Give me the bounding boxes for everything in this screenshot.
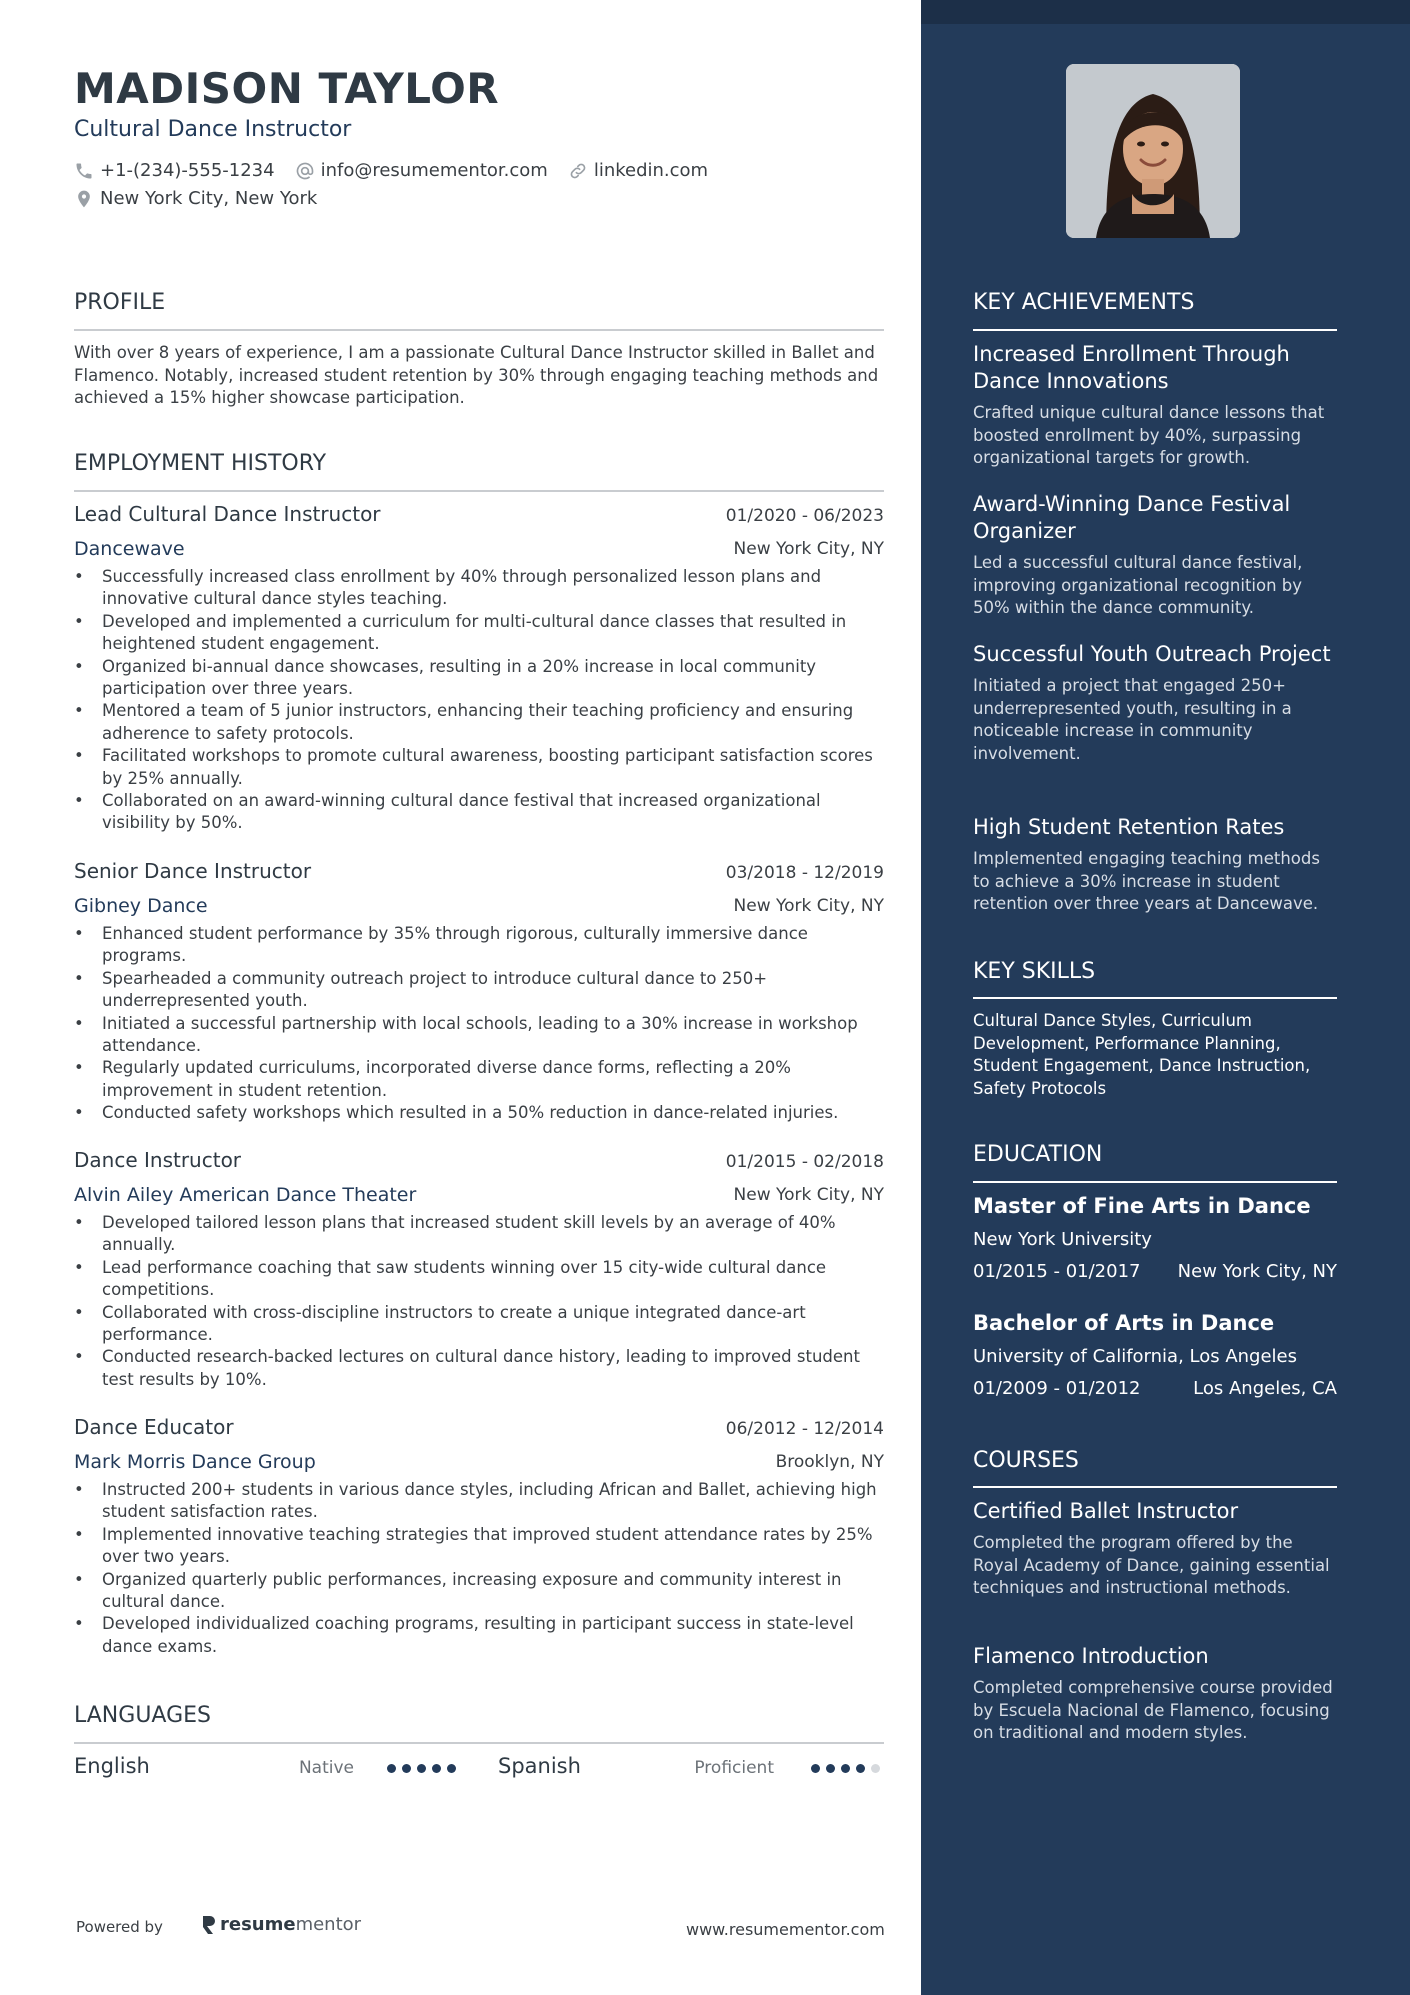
- job-bullet: • Lead performance coaching that saw students winning over 15 city-wide cultural dance competitions.: [102, 1257, 884, 1302]
- linkedin-link[interactable]: linkedin.com: [593, 160, 709, 181]
- candidate-title: Cultural Dance Instructor: [74, 117, 352, 142]
- job-bullet: • Developed and implemented a curriculum for multi-cultural dance classes that resulted in heightened student engagement.: [102, 611, 884, 656]
- candidate-name: MADISON TAYLOR: [74, 64, 500, 113]
- job-bullet: • Instructed 200+ students in various dance styles, including African and Ballet, achieving high student satisfaction rates.: [102, 1479, 884, 1524]
- footer-logo[interactable]: [200, 1914, 361, 1935]
- skills-heading: KEY SKILLS: [973, 959, 1096, 984]
- job-bullet: • Organized bi-annual dance showcases, resulting in a 20% increase in local community participation over three years.: [102, 656, 884, 701]
- employment-divider: [74, 490, 884, 492]
- contact-email: [295, 160, 548, 181]
- job-bullets: [74, 1479, 884, 1658]
- profile-divider: [74, 329, 884, 331]
- job-company: Alvin Ailey American Dance Theater: [74, 1184, 417, 1206]
- job-role: Dance Educator: [74, 1415, 234, 1439]
- location-text: New York City, New York: [100, 188, 318, 209]
- job-bullet: • Enhanced student performance by 35% through rigorous, culturally immersive dance programs.: [102, 923, 884, 968]
- contact-row: [74, 160, 728, 181]
- education-dates: 01/2015 - 01/2017: [973, 1261, 1141, 1282]
- job-bullets: [74, 923, 884, 1125]
- education-school: New York University: [973, 1229, 1152, 1250]
- job-bullet: • Facilitated workshops to promote cultural awareness, boosting participant satisfaction scores by 25% annually.: [102, 745, 884, 790]
- achievement-title: Award-Winning Dance Festival Organizer: [973, 492, 1291, 543]
- education-location: New York City, NY: [1177, 1261, 1337, 1282]
- achievement-title: Successful Youth Outreach Project: [973, 642, 1331, 666]
- job-bullet: • Collaborated on an award-winning cultural dance festival that increased organizational visibility by 50%.: [102, 790, 884, 835]
- job-bullet: • Conducted research-backed lectures on cultural dance history, leading to improved student test results by 10%.: [102, 1346, 884, 1391]
- job-location: Brooklyn, NY: [775, 1452, 884, 1472]
- achievements-heading: KEY ACHIEVEMENTS: [973, 290, 1195, 315]
- job-bullet: • Successfully increased class enrollment by 40% through personalized lesson plans and innovative cultural dance styles teaching.: [102, 566, 884, 611]
- sidebar: [921, 0, 1410, 1995]
- job-entry: [74, 502, 884, 835]
- rating-dot-empty: [871, 1764, 880, 1773]
- education-degree: Master of Fine Arts in Dance: [973, 1194, 1311, 1218]
- achievement-item: [973, 491, 1337, 620]
- job-bullet: • Collaborated with cross-discipline instructors to create a unique integrated dance-art performance.: [102, 1302, 884, 1347]
- at-icon: [295, 161, 315, 181]
- job-bullet: • Initiated a successful partnership with local schools, leading to a 30% increase in workshop attendance.: [102, 1013, 884, 1058]
- rating-dot-filled: [417, 1764, 426, 1773]
- footer-url[interactable]: www.resumementor.com: [686, 1920, 885, 1939]
- courses-divider: [973, 1486, 1337, 1488]
- achievement-item: [973, 814, 1337, 916]
- education-heading: EDUCATION: [973, 1142, 1103, 1167]
- resumementor-logo-icon: [200, 1915, 216, 1935]
- employment-heading: EMPLOYMENT HISTORY: [74, 451, 327, 476]
- job-role: Dance Instructor: [74, 1148, 242, 1172]
- education-item: [973, 1310, 1337, 1399]
- email-link[interactable]: info@resumementor.com: [320, 160, 548, 181]
- contact-row-2: [74, 188, 337, 209]
- job-company: Dancewave: [74, 538, 185, 560]
- phone-icon: [74, 161, 94, 181]
- job-entry: [74, 859, 884, 1125]
- education-item: [973, 1193, 1337, 1282]
- profile-photo: [1066, 64, 1240, 238]
- skills-text: Cultural Dance Styles, Curriculum Development, Performance Planning, Student Engagement, Dance Instruction, Safety Protocols: [973, 1011, 1311, 1098]
- profile-text: With over 8 years of experience, I am a passionate Cultural Dance Instructor skilled in Ballet and Flamenco. Notably, increased student retention by 30% through engaging teaching methods and achieved a 15% higher showcase participation.: [74, 343, 879, 407]
- job-bullet: • Regularly updated curriculums, incorporated diverse dance forms, reflecting a 20% improvement in student retention.: [102, 1057, 884, 1102]
- rating-dot-filled: [432, 1764, 441, 1773]
- rating-dot-filled: [841, 1764, 850, 1773]
- language-name: English: [74, 1754, 150, 1778]
- rating-dot-filled: [387, 1764, 396, 1773]
- achievements-divider: [973, 329, 1337, 331]
- job-dates: 01/2015 - 02/2018: [725, 1152, 884, 1172]
- language-level: Proficient: [694, 1758, 774, 1778]
- education-divider: [973, 1181, 1337, 1183]
- rating-dot-filled: [811, 1764, 820, 1773]
- job-entry: [74, 1148, 884, 1391]
- achievement-desc: Led a successful cultural dance festival, improving organizational recognition by 50% within the dance community.: [973, 553, 1303, 617]
- language-name: Spanish: [498, 1754, 581, 1778]
- job-dates: 01/2020 - 06/2023: [725, 506, 884, 526]
- job-entry: [74, 1415, 884, 1658]
- course-desc: Completed the program offered by the Royal Academy of Dance, gaining essential techniques and instructional methods.: [973, 1533, 1330, 1597]
- courses-heading: COURSES: [973, 1448, 1079, 1473]
- job-bullet: • Conducted safety workshops which resulted in a 50% reduction in dance-related injuries.: [102, 1102, 884, 1124]
- job-company: Mark Morris Dance Group: [74, 1451, 316, 1473]
- sidebar-top-band: [921, 0, 1410, 24]
- education-school: University of California, Los Angeles: [973, 1346, 1298, 1367]
- language-rating: [811, 1764, 886, 1773]
- avatar-photo-icon: [1066, 64, 1240, 238]
- achievement-title: Increased Enrollment Through Dance Innovations: [973, 342, 1290, 393]
- rating-dot-filled: [402, 1764, 411, 1773]
- phone-text: +1-(234)-555-1234: [100, 160, 275, 181]
- course-title: Flamenco Introduction: [973, 1644, 1209, 1668]
- job-bullet: • Organized quarterly public performances, increasing exposure and community interest in cultural dance.: [102, 1569, 884, 1614]
- achievement-item: [973, 341, 1337, 470]
- job-bullet: • Developed tailored lesson plans that increased student skill levels by an average of 40% annually.: [102, 1212, 884, 1257]
- achievement-desc: Crafted unique cultural dance lessons that boosted enrollment by 40%, surpassing organizational targets for growth.: [973, 403, 1325, 467]
- logo-text-light: mentor: [295, 1914, 362, 1935]
- education-dates: 01/2009 - 01/2012: [973, 1378, 1141, 1399]
- languages-list: [74, 1754, 884, 1784]
- link-icon: [568, 161, 588, 181]
- course-item: [973, 1643, 1337, 1745]
- education-degree: Bachelor of Arts in Dance: [973, 1311, 1275, 1335]
- rating-dot-filled: [856, 1764, 865, 1773]
- job-location: New York City, NY: [733, 1185, 884, 1205]
- job-location: New York City, NY: [733, 539, 884, 559]
- skills-divider: [973, 997, 1337, 999]
- languages-divider: [74, 1742, 884, 1744]
- job-bullet: • Developed individualized coaching programs, resulting in participant success in state-level dance exams.: [102, 1613, 884, 1658]
- job-bullets: [74, 566, 884, 835]
- language-rating: [387, 1764, 462, 1773]
- contact-phone: [74, 160, 275, 181]
- course-title: Certified Ballet Instructor: [973, 1499, 1239, 1523]
- job-role: Lead Cultural Dance Instructor: [74, 502, 381, 526]
- education-location: Los Angeles, CA: [1193, 1378, 1337, 1399]
- job-bullet: • Mentored a team of 5 junior instructors, enhancing their teaching proficiency and ensuring adherence to safety protocols.: [102, 700, 884, 745]
- job-role: Senior Dance Instructor: [74, 859, 312, 883]
- job-dates: 03/2018 - 12/2019: [725, 863, 884, 883]
- location-pin-icon: [74, 189, 94, 209]
- job-bullet: • Implemented innovative teaching strategies that improved student attendance rates by 25% over two years.: [102, 1524, 884, 1569]
- achievement-title: High Student Retention Rates: [973, 815, 1285, 839]
- language-level: Native: [298, 1758, 354, 1778]
- job-location: New York City, NY: [733, 896, 884, 916]
- achievement-desc: Implemented engaging teaching methods to achieve a 30% increase in student retention over three years at Dancewave.: [973, 849, 1320, 913]
- logo-text-bold: resume: [220, 1914, 296, 1935]
- contact-linkedin: [568, 160, 708, 181]
- job-dates: 06/2012 - 12/2014: [725, 1419, 884, 1439]
- achievement-item: [973, 641, 1337, 765]
- contact-location: [74, 188, 317, 209]
- rating-dot-filled: [826, 1764, 835, 1773]
- footer-powered-by: Powered by: [76, 1918, 163, 1936]
- rating-dot-filled: [447, 1764, 456, 1773]
- job-bullet: • Spearheaded a community outreach project to introduce cultural dance to 250+ underrepresented youth.: [102, 968, 884, 1013]
- profile-heading: PROFILE: [74, 290, 166, 315]
- job-bullets: [74, 1212, 884, 1391]
- languages-heading: LANGUAGES: [74, 1703, 211, 1728]
- job-company: Gibney Dance: [74, 895, 208, 917]
- achievement-desc: Initiated a project that engaged 250+ underrepresented youth, resulting in a noticeable increase in community involvement.: [973, 676, 1292, 763]
- course-item: [973, 1498, 1337, 1600]
- course-desc: Completed comprehensive course provided by Escuela Nacional de Flamenco, focusing on traditional and modern styles.: [973, 1678, 1333, 1742]
